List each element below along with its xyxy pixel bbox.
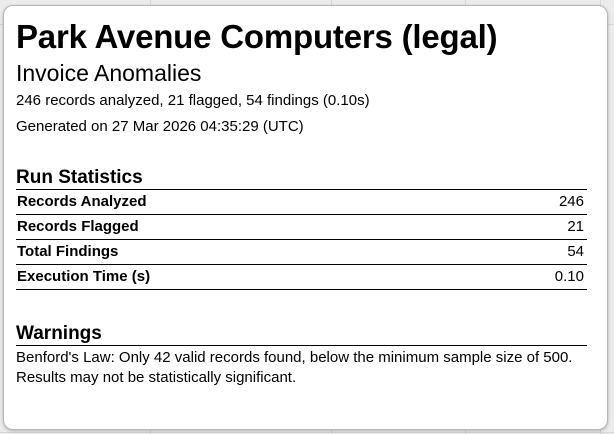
report-summary: 246 records analyzed, 21 flagged, 54 findings (0.10s) bbox=[16, 92, 370, 109]
stat-value: 21 bbox=[476, 215, 587, 240]
table-row bbox=[16, 190, 587, 215]
stat-label: Total Findings bbox=[16, 240, 476, 265]
stat-value: 246 bbox=[476, 190, 587, 215]
report-subtitle: Invoice Anomalies bbox=[16, 60, 202, 86]
table-row bbox=[16, 265, 587, 290]
stat-label: Execution Time (s) bbox=[16, 265, 476, 290]
report-content bbox=[16, 16, 587, 388]
table-row bbox=[16, 240, 587, 265]
report-card bbox=[3, 5, 608, 430]
warning-message: Benford's Law: Only 42 valid records found, below the minimum sample size of 500. Results may not be statistically significant. bbox=[16, 349, 573, 386]
table-row bbox=[16, 215, 587, 240]
report-title: Park Avenue Computers (legal) bbox=[16, 18, 498, 55]
stat-label: Records Flagged bbox=[16, 215, 476, 240]
run-statistics-heading: Run Statistics bbox=[16, 167, 587, 190]
run-statistics-table bbox=[16, 190, 587, 290]
stat-label: Records Analyzed bbox=[16, 190, 476, 215]
stat-value: 0.10 bbox=[476, 265, 587, 290]
generated-timestamp: Generated on 27 Mar 2026 04:35:29 (UTC) bbox=[16, 118, 304, 135]
stat-value: 54 bbox=[476, 240, 587, 265]
warnings-heading: Warnings bbox=[16, 323, 587, 346]
